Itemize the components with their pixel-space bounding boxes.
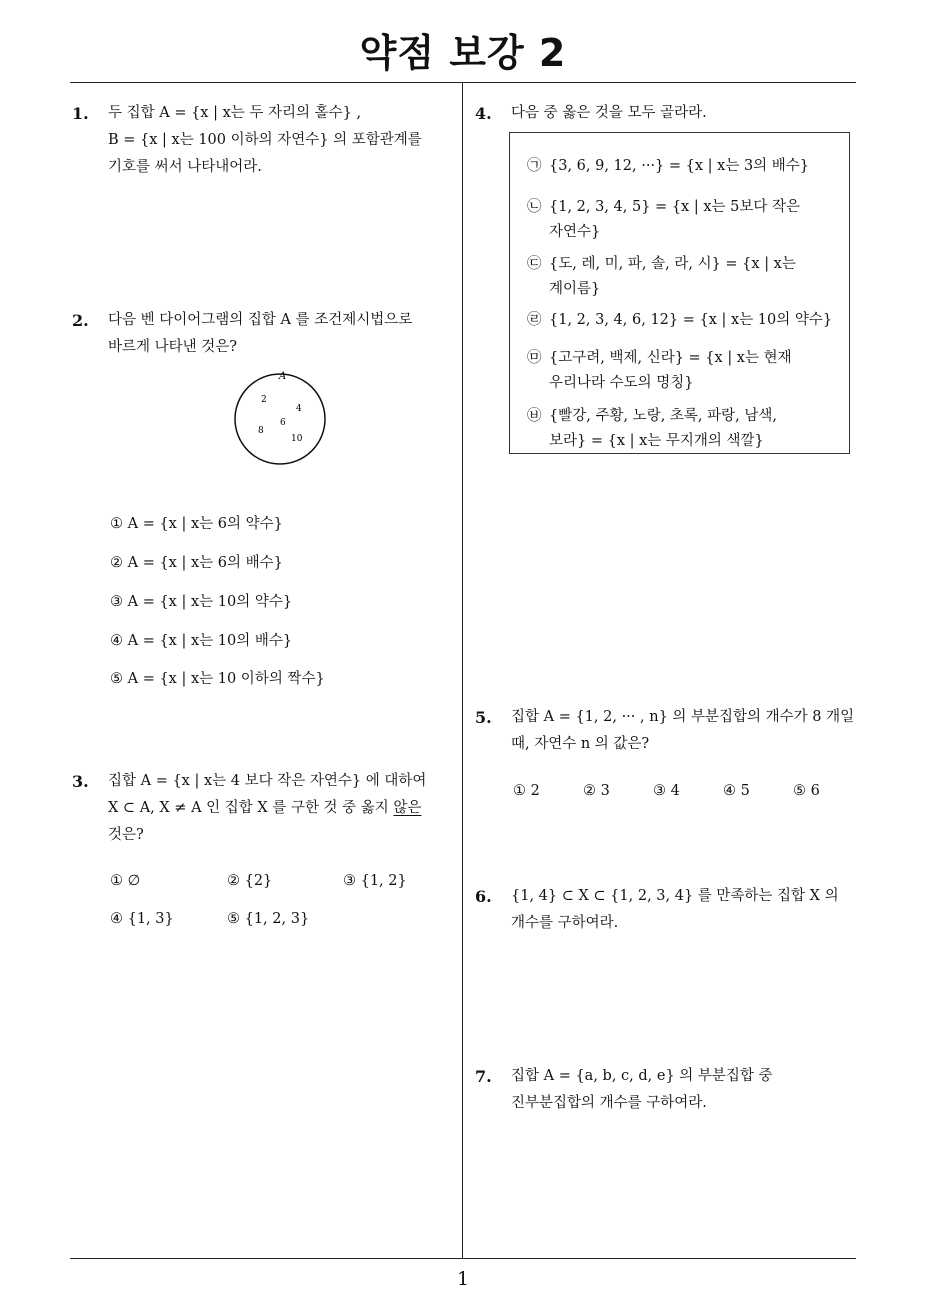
- venn-element: 10: [291, 434, 303, 444]
- question-text: 진부분집합의 개수를 구하여라.: [511, 1095, 707, 1111]
- answer-option[interactable]: ⑤ 6: [793, 783, 820, 799]
- statement-item[interactable]: [527, 252, 842, 302]
- statement-text: 자연수}: [549, 224, 601, 240]
- statement-mark: ㉤: [527, 350, 542, 366]
- question-number: 3.: [72, 772, 89, 791]
- answer-option[interactable]: ③ 4: [653, 783, 680, 799]
- venn-element: 6: [280, 418, 286, 428]
- answer-option[interactable]: ② 3: [583, 783, 610, 799]
- question-number: 2.: [72, 311, 89, 330]
- statement-mark: ㉠: [527, 158, 542, 174]
- statement-mark: ㉥: [527, 408, 542, 424]
- statement-text: 보라} = {x | x는 무지개의 색깔}: [549, 433, 764, 449]
- question-text: 바르게 나타낸 것은?: [108, 339, 238, 355]
- venn-element: 2: [261, 395, 267, 405]
- answer-option[interactable]: ③ A = {x | x는 10의 약수}: [110, 594, 293, 610]
- question-text: 다음 벤 다이어그램의 집합 A 를 조건제시법으로: [108, 312, 413, 328]
- statement-item[interactable]: [527, 195, 842, 245]
- question-text: 기호를 써서 나타내어라.: [108, 159, 262, 175]
- statement-text: {도, 레, 미, 파, 솔, 라, 시} = {x | x는: [549, 256, 796, 272]
- question-number: 1.: [72, 104, 89, 123]
- answer-option[interactable]: ③ {1, 2}: [343, 873, 407, 889]
- answer-option[interactable]: ① A = {x | x는 6의 약수}: [110, 516, 283, 532]
- question-text: X ⊂ A, X ≠ A 인 집합 X 를 구한 것 중 옳지: [108, 800, 394, 816]
- question-text: 두 집합 A = {x | x는 두 자리의 홀수} ,: [108, 105, 362, 121]
- question-4: [475, 100, 855, 127]
- question-7: [475, 1063, 860, 1117]
- answer-option[interactable]: ⑤ A = {x | x는 10 이하의 짝수}: [110, 671, 325, 687]
- page-title: 약점 보강 2: [359, 31, 567, 75]
- answer-option[interactable]: ② {2}: [227, 873, 273, 889]
- question-5: [475, 704, 860, 758]
- statement-text: {1, 2, 3, 4, 6, 12} = {x | x는 10의 약수}: [549, 312, 833, 328]
- answer-option[interactable]: ② A = {x | x는 6의 배수}: [110, 555, 283, 571]
- top-divider: [70, 82, 856, 83]
- statement-item[interactable]: [527, 404, 842, 454]
- venn-element: 4: [296, 404, 302, 414]
- question-3: [72, 768, 452, 849]
- answer-option[interactable]: ① ∅: [110, 873, 141, 889]
- question-number: 6.: [475, 887, 492, 906]
- question-6: [475, 883, 860, 937]
- question-text: {1, 4} ⊂ X ⊂ {1, 2, 3, 4} 를 만족하는 집합 X 의: [511, 888, 839, 904]
- venn-diagram: [225, 365, 335, 470]
- question-text: 것은?: [108, 827, 144, 843]
- statement-mark: ㉡: [527, 199, 542, 215]
- question-text: 다음 중 옳은 것을 모두 골라라.: [511, 105, 707, 121]
- statement-mark: ㉢: [527, 256, 542, 272]
- bottom-divider: [70, 1258, 856, 1259]
- question-number: 5.: [475, 708, 492, 727]
- emphasis-underline: 않은: [393, 800, 422, 816]
- question-number: 7.: [475, 1067, 492, 1086]
- venn-element: 8: [258, 426, 264, 436]
- question-text: 집합 A = {1, 2, ··· , n} 의 부분집합의 개수가 8 개일: [511, 709, 855, 725]
- question-text: 개수를 구하여라.: [511, 915, 619, 931]
- venn-set-label: A: [279, 371, 287, 382]
- question-2: [72, 307, 452, 361]
- statement-mark: ㉣: [527, 312, 542, 328]
- statement-item[interactable]: [527, 346, 842, 396]
- answer-option[interactable]: ④ {1, 3}: [110, 911, 174, 927]
- statement-text: {3, 6, 9, 12, ···} = {x | x는 3의 배수}: [549, 158, 810, 174]
- question-text: 때, 자연수 n 의 값은?: [511, 736, 650, 752]
- statement-item[interactable]: [527, 308, 842, 333]
- column-divider: [462, 82, 463, 1259]
- question-number: 4.: [475, 104, 492, 123]
- question-1: [72, 100, 452, 181]
- answer-option[interactable]: ⑤ {1, 2, 3}: [227, 911, 310, 927]
- answer-option[interactable]: ④ A = {x | x는 10의 배수}: [110, 633, 293, 649]
- question-text: B = {x | x는 100 이하의 자연수} 의 포함관계를: [108, 132, 422, 148]
- statement-text: {고구려, 백제, 신라} = {x | x는 현재: [549, 350, 792, 366]
- answer-option[interactable]: ④ 5: [723, 783, 750, 799]
- statement-text: 계이름}: [549, 281, 601, 297]
- statement-text: 우리나라 수도의 명칭}: [549, 375, 694, 391]
- statement-item[interactable]: [527, 154, 842, 179]
- statement-text: {빨강, 주황, 노랑, 초록, 파랑, 남색,: [549, 408, 778, 424]
- question-text: 집합 A = {a, b, c, d, e} 의 부분집합 중: [511, 1068, 773, 1084]
- question-text: 집합 A = {x | x는 4 보다 작은 자연수} 에 대하여: [108, 773, 427, 789]
- statement-text: {1, 2, 3, 4, 5} = {x | x는 5보다 작은: [549, 199, 800, 215]
- answer-option[interactable]: ① 2: [513, 783, 540, 799]
- page-number: 1: [456, 1268, 470, 1290]
